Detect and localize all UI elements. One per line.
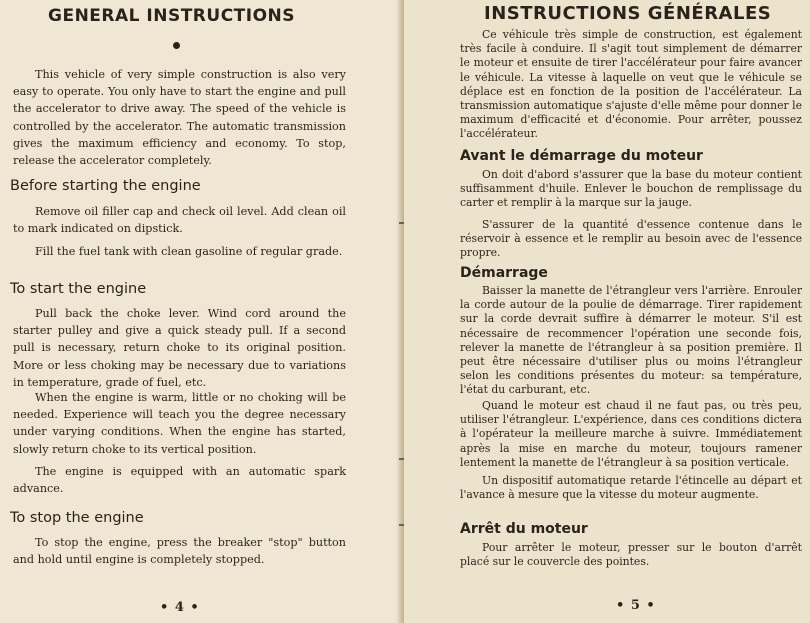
left-page [0,0,402,623]
left-paragraph: Remove oil filler cap and check oil level. Add clean oil to mark indicated on dipstick. [13,205,346,236]
left-heading-to-start: To start the engine [10,281,147,297]
right-paragraph: Un dispositif automatique retarde l'étincelle au départ et l'avance à mesure que la vitesse du moteur augmente. [460,474,802,502]
right-heading-demarrage: Démarrage [460,265,548,281]
left-paragraph: The engine is equipped with an automatic spark advance. [13,465,346,496]
left-paragraph: To stop the engine, press the breaker "stop" button and hold until engine is completely stopped. [13,536,346,567]
right-paragraph: Pour arrêter le moteur, presser sur le bouton d'arrêt placé sur le couvercle des pointes. [460,541,802,569]
title-bullet-ornament [173,42,180,49]
right-paragraph: S'assurer de la quantité d'essence contenue dans le réservoir à essence et le remplir au besoin avec de l'essence propre. [460,218,802,260]
right-intro-paragraph: Ce véhicule très simple de construction, est également très facile à conduire. Il s'agit tout simplement de démarrer le moteur et ensuite de tirer l'accélérateur pour faire avancer le véhicule. La vitesse à laquelle on veut que le véhicule se déplace est en fonction de la position de l'accélérateur. La transmission automatique s'ajuste d'elle même pour donner le maximum d'efficacité et d'économie. Pour arrêter, poussez l'accélérateur. [460,28,802,141]
left-paragraph: Fill the fuel tank with clean gasoline of regular grade. [35,245,343,258]
left-page-number: • 4 • [160,600,200,615]
left-heading-to-stop: To stop the engine [10,510,144,526]
right-paragraph: Baisser la manette de l'étrangleur vers l'arrière. Enrouler la corde autour de la poulie de démarrage. Tirer rapidement sur la corde devrait suffire à démarrer le moteur. S'il est nécessaire de recommencer l'opération une seconde fois, relever la manette de l'étrangleur à sa position première. Il peut être nécessaire d'utiliser plus ou moins l'étrangleur selon les conditions présentes du moteur: sa température, l'état du carburant, etc. [460,284,802,397]
right-page [404,0,810,623]
left-paragraph: Pull back the choke lever. Wind cord around the starter pulley and give a quick steady pull. If a second pull is necessary, return choke to its original position. More or less choking may be necessary due to variations in temperature, grade of fuel, etc. [13,307,346,389]
left-intro-paragraph: This vehicle of very simple construction is also very easy to operate. You only have to start the engine and pull the accelerator to drive away. The speed of the vehicle is controlled by the accelerator. The automatic transmission gives the maximum efficiency and economy. To stop, release the accelerator completely. [13,68,346,168]
left-page-title: GENERAL INSTRUCTIONS [48,6,296,26]
left-paragraph: When the engine is warm, little or no choking will be needed. Experience will teach you the degree necessary under varying conditions. When the engine has started, slowly return choke to its vertical position. [13,391,346,456]
left-heading-before-starting: Before starting the engine [10,178,201,194]
right-page-title: INSTRUCTIONS GÉNÉRALES [484,3,772,24]
right-heading-avant-demarrage: Avant le démarrage du moteur [460,148,703,164]
right-paragraph: On doit d'abord s'assurer que la base du moteur contient suffisamment d'huile. Enlever le bouchon de remplissage du carter et remplir à la marque sur la jauge. [460,168,802,210]
right-heading-arret: Arrêt du moteur [460,521,588,537]
right-paragraph: Quand le moteur est chaud il ne faut pas, ou très peu, utiliser l'étrangleur. L'expérience, dans ces conditions dictera à l'opérateur la meilleure marche à suivre. Immédiatement après la mise en marche du moteur, toujours ramener lentement la manette de l'étrangleur à sa position verticale. [460,399,802,469]
right-page-number: • 5 • [616,598,656,613]
